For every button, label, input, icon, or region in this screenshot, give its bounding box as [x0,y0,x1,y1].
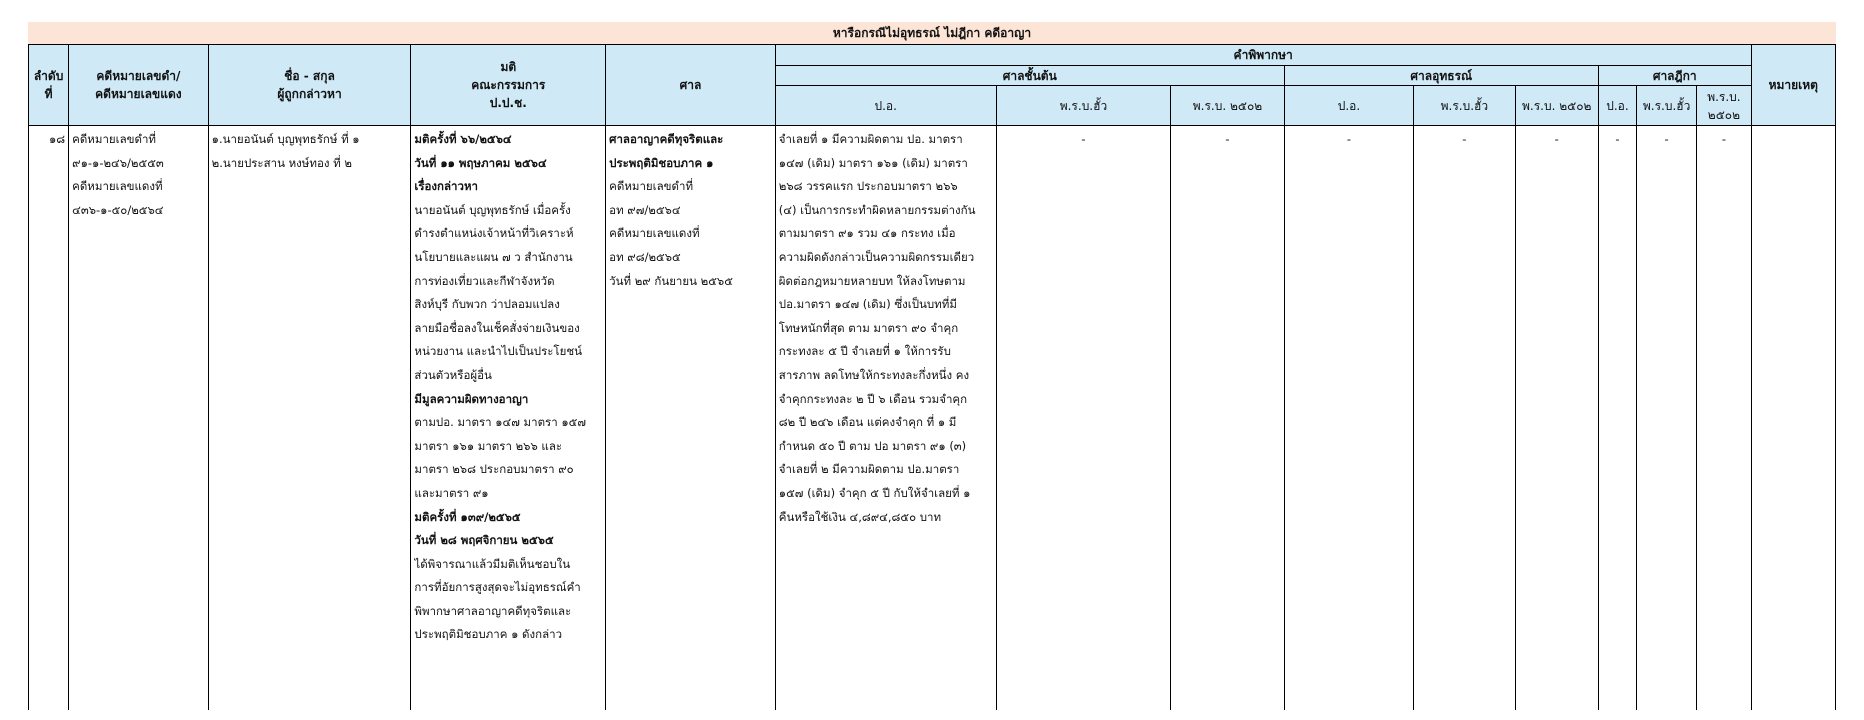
resolution-line: มติครั้งที่ ๑๓๙/๒๕๖๕ [414,509,521,524]
judgment-line: คืนหรือใช้เงิน ๔,๘๙๔,๘๕๐ บาท [778,509,942,524]
resolution-line: สิงห์บุรี กับพวก ว่าปลอมแปลง [414,297,560,312]
cell-order: ๑๘ [29,126,69,711]
judgment-line: ตามมาตรา ๙๑ รวม ๔๑ กระทง เมื่อ [778,226,956,241]
cell-case-number: คดีหมายเลขดำที่ ๙๑-๑-๒๔๖/๒๕๕๓ คดีหมายเลขแดงที่ ๔๓๖-๑-๕๐/๒๕๖๔ [69,126,209,711]
resolution-line: ตามปอ. มาตรา ๑๔๗ มาตรา ๑๕๗ [414,415,586,430]
header-first-po: ป.อ. [775,86,996,126]
resolution-line: มีมูลความผิดทางอาญา [414,391,529,406]
resolution-line: วันที่ ๒๘ พฤศจิกายน ๒๕๖๕ [414,533,554,548]
judgment-line: กระทงละ ๕ ปี จำเลยที่ ๑ ให้การรับ [778,344,951,359]
court-line: อท ๙๘/๒๕๖๕ [609,249,681,264]
case-table [28,44,1836,710]
judgment-line: ปอ.มาตรา ๑๔๗ (เดิม) ซึ่งเป็นบทที่มี [778,297,957,312]
cell-remarks [1751,126,1835,711]
court-line: อท ๙๗/๒๕๖๔ [609,202,681,217]
judgment-line: (๔) เป็นการกระทำผิดหลายกรรมต่างกัน [778,202,976,217]
table-header [29,45,1836,126]
judgment-line: ความผิดดังกล่าวเป็นความผิดกรรมเดียว [778,249,975,264]
header-first-pr-2502: พ.ร.บ. ๒๕๐๒ [1171,86,1284,126]
judgment-line: โทษหนักที่สุด ตาม มาตรา ๙๐ จำคุก [778,320,959,335]
resolution-line: ส่วนตัวหรือผู้อื่น [414,367,492,382]
header-appeal-pr-hua: พ.ร.บ.ฮั้ว [1414,86,1515,126]
resolution-line: การท่องเที่ยวและกีฬาจังหวัด [414,273,555,288]
sheet-title-banner: หารือกรณีไม่อุทธรณ์ ไม่ฎีกา คดีอาญา [28,22,1836,44]
resolution-line: พิพากษาศาลอาญาคดีทุจริตและ [414,603,572,618]
court-line: คดีหมายเลขดำที่ [609,179,694,194]
judgment-line: สารภาพ ลดโทษให้กระทงละกึ่งหนึ่ง คง [778,367,970,382]
header-appeal-po: ป.อ. [1284,86,1413,126]
court-line: ศาลอาญาคดีทุจริตและ [609,132,724,146]
cell-first-pr-hua: - [996,126,1171,711]
judgment-line: จำเลยที่ ๑ มีความผิดตาม ปอ. มาตรา [778,132,963,146]
judgment-line: ๑๕๗ (เดิม) จำคุก ๕ ปี กับให้จำเลยที่ ๑ [778,485,971,500]
resolution-line: และมาตรา ๙๑ [414,485,489,500]
cell-committee-resolution [411,126,606,711]
resolution-line: เรื่องกล่าวหา [414,179,479,194]
resolution-line: หน่วยงาน และนำไปเป็นประโยชน์ [414,344,583,359]
header-judgment: คำพิพากษา [775,45,1751,66]
judgment-line: กำหนด ๕๐ ปี ตาม ปอ มาตรา ๙๑ (๓) [778,438,967,453]
header-supreme-pr-hua: พ.ร.บ.ฮั้ว [1637,86,1697,126]
cell-supreme-pr-hua: - [1637,126,1697,711]
judgment-line: ๑๔๗ (เดิม) มาตรา ๑๖๑ (เดิม) มาตรา [778,155,968,170]
cell-appeal-po: - [1284,126,1413,711]
header-court-appeal: ศาลอุทธรณ์ [1284,66,1598,86]
header-court: ศาล [606,45,776,126]
resolution-line: ประพฤติมิชอบภาค ๑ ดังกล่าว [414,627,563,642]
header-supreme-pr-2502: พ.ร.บ. ๒๕๐๒ [1697,86,1751,126]
resolution-line: มาตรา ๑๖๑ มาตรา ๒๖๖ และ [414,438,563,453]
resolution-line: ลายมือชื่อลงในเช็คสั่งจ่ายเงินของ [414,320,580,335]
cell-court [606,126,776,711]
cell-judgment-first-po [775,126,996,711]
header-accused-name: ชื่อ - สกุล ผู้ถูกกล่าวหา [208,45,411,126]
resolution-line: มติครั้งที่ ๖๖/๒๕๖๔ [414,132,512,146]
judgment-line: ผิดต่อกฎหมายหลายบท ให้ลงโทษตาม [778,273,966,288]
header-court-supreme: ศาลฎีกา [1598,66,1751,86]
cell-supreme-pr-2502: - [1697,126,1751,711]
judgment-line: จำคุกกระทงละ ๒ ปี ๖ เดือน รวมจำคุก [778,391,968,406]
judgment-line: จำเลยที่ ๒ มีความผิดตาม ปอ.มาตรา [778,462,960,477]
resolution-line: มาตรา ๒๖๘ ประกอบมาตรา ๙๐ [414,462,574,477]
resolution-line: ดำรงตำแหน่งเจ้าหน้าที่วิเคราะห์ [414,226,574,241]
cell-accused-names: ๑.นายอนันต์ บุญพุทธรักษ์ ที่ ๑ ๒.นายประสาน หงษ์ทอง ที่ ๒ [208,126,411,711]
table-row [29,126,1836,711]
header-court-first-instance: ศาลชั้นต้น [775,66,1284,86]
header-committee-resolution: มติ คณะกรรมการ ป.ป.ช. [411,45,606,126]
header-case-number: คดีหมายเลขดำ/ คดีหมายเลขแดง [69,45,209,126]
cell-appeal-pr-hua: - [1414,126,1515,711]
court-line: วันที่ ๒๙ กันยายน ๒๕๖๕ [609,273,733,288]
judgment-line: ๘๒ ปี ๒๔๖ เดือน แต่คงจำคุก ที่ ๑ มี [778,415,957,430]
resolution-line: การที่อัยการสูงสุดจะไม่อุทธรณ์คำ [414,580,581,595]
case-summary-sheet [28,22,1836,710]
court-line: ประพฤติมิชอบภาค ๑ [609,155,714,170]
resolution-line: นโยบายและแผน ๗ ว สำนักงาน [414,249,573,264]
judgment-line: ๒๖๘ วรรคแรก ประกอบมาตรา ๒๖๖ [778,179,958,194]
header-appeal-pr-2502: พ.ร.บ. ๒๕๐๒ [1515,86,1598,126]
resolution-line: นายอนันต์ บุญพุทธรักษ์ เมื่อครั้ง [414,202,571,217]
header-first-pr-hua: พ.ร.บ.ฮั้ว [996,86,1171,126]
header-order: ลำดับ ที่ [29,45,69,126]
cell-first-pr-2502: - [1171,126,1284,711]
resolution-line: วันที่ ๑๑ พฤษภาคม ๒๕๖๔ [414,155,547,170]
header-supreme-po: ป.อ. [1598,86,1636,126]
cell-supreme-po: - [1598,126,1636,711]
resolution-line: ได้พิจารณาแล้วมีมติเห็นชอบใน [414,556,571,571]
cell-appeal-pr-2502: - [1515,126,1598,711]
court-line: คดีหมายเลขแดงที่ [609,226,700,241]
header-remarks: หมายเหตุ [1751,45,1835,126]
